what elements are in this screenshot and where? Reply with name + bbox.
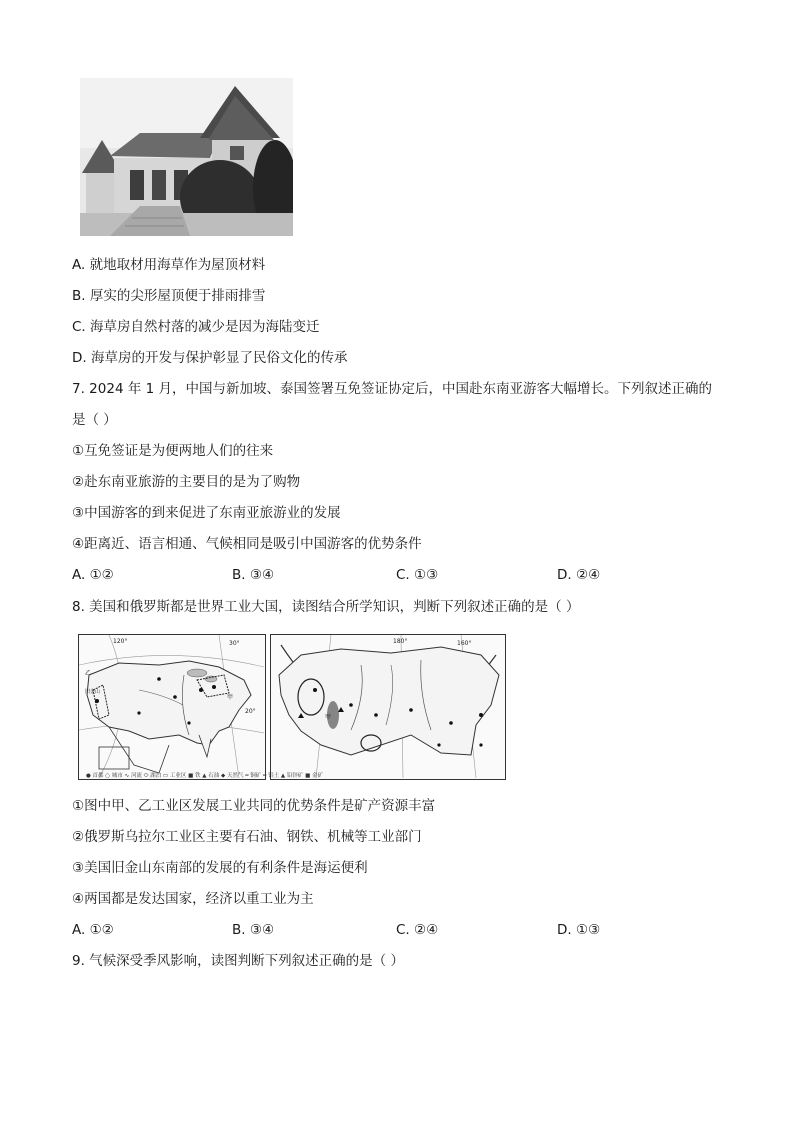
q7-choice-d: D. ②④ bbox=[557, 567, 601, 583]
q6-option-a: A. 就地取材用海草作为屋顶材料 bbox=[72, 257, 266, 273]
russia-industry-map bbox=[270, 634, 506, 780]
q6-option-c: C. 海草房自然村落的减少是因为海陆变迁 bbox=[72, 319, 320, 335]
usa-map-lat-20-label: 20° bbox=[245, 708, 256, 715]
q6-option-b: B. 厚实的尖形屋顶便于排雨排雪 bbox=[72, 288, 266, 304]
russia-map-lon-160-label: 160° bbox=[457, 640, 472, 647]
q7-statement-3: ③中国游客的到来促进了东南亚旅游业的发展 bbox=[72, 505, 341, 521]
q8-statement-1: ①图中甲、乙工业区发展工业共同的优势条件是矿产资源丰富 bbox=[72, 798, 436, 814]
q8-choice-d: D. ①③ bbox=[557, 922, 601, 938]
q7-stem-line1: 7. 2024 年 1 月，中国与新加坡、泰国签署互免签证协定后，中国赴东南亚游客大幅增长。下列叙述正确的 bbox=[72, 381, 712, 397]
q8-statement-3: ③美国旧金山东南部的发展的有利条件是海运便利 bbox=[72, 860, 368, 876]
q9-stem: 9. 气候深受季风影响，读图判断下列叙述正确的是（ ） bbox=[72, 953, 404, 969]
q7-choice-c: C. ①③ bbox=[396, 567, 439, 583]
q8-choice-c: C. ②④ bbox=[396, 922, 439, 938]
q8-stem: 8. 美国和俄罗斯都是世界工业大国，读图结合所学知识，判断下列叙述正确的是（ ） bbox=[72, 599, 580, 615]
map-legend bbox=[86, 769, 506, 781]
q7-stem-line2: 是（ ） bbox=[72, 412, 117, 428]
q8-statement-4: ④两国都是发达国家，经济以重工业为主 bbox=[72, 891, 314, 907]
q7-statement-4: ④距离近、语言相通、气候相同是吸引中国游客的优势条件 bbox=[72, 536, 422, 552]
q7-choice-a: A. ①② bbox=[72, 567, 114, 583]
usa-map-sf-label: 旧金山 bbox=[85, 689, 101, 695]
russia-map-jia-label: 甲 bbox=[325, 714, 332, 721]
usa-map-jia-label: 甲 bbox=[227, 694, 234, 701]
q8-statement-2: ②俄罗斯乌拉尔工业区主要有石油、钢铁、机械等工业部门 bbox=[72, 829, 422, 845]
seaweed-house-photo bbox=[80, 78, 293, 236]
usa-industry-map bbox=[78, 634, 266, 780]
q7-choice-b: B. ③④ bbox=[232, 567, 275, 583]
usa-map-lon-120-label: 120° bbox=[113, 638, 128, 645]
q7-statement-2: ②赴东南亚旅游的主要目的是为了购物 bbox=[72, 474, 301, 490]
usa-map-yi-label: 乙 bbox=[85, 670, 92, 677]
q8-choice-a: A. ①② bbox=[72, 922, 114, 938]
map-legend-text: ● 首都 ○ 城市 ∿ 河流 ⬭ 湖泊 ▭ 工业区 ■ 铁 ▲ 石油 ◆ 天然气 ━ 铜矿 ━ 铝土 ▲ 铅锌矿 ■ 金矿 bbox=[86, 773, 324, 779]
q8-choice-b: B. ③④ bbox=[232, 922, 275, 938]
q6-option-d: D. 海草房的开发与保护彰显了民俗文化的传承 bbox=[72, 350, 348, 366]
q7-statement-1: ①互免签证是为便两地人们的往来 bbox=[72, 443, 274, 459]
usa-map-lat-30-label: 30° bbox=[229, 640, 240, 647]
russia-map-lon-180-label: 180° bbox=[393, 638, 408, 645]
